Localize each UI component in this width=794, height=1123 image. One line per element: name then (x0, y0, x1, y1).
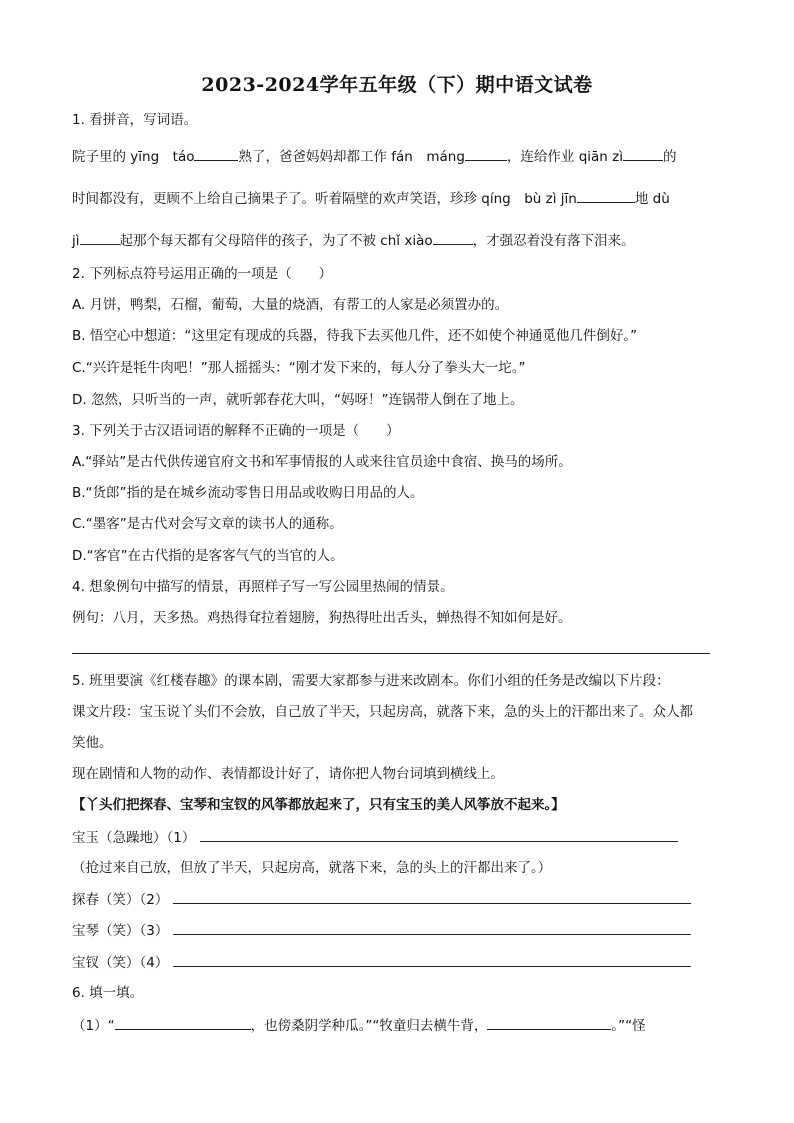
q6-text: ，也傍桑阴学种瓜。”“牧童归去横牛背， (250, 1018, 488, 1034)
answer-blank[interactable] (465, 146, 507, 161)
q3-stem: 3. 下列关于古汉语词语的解释不正确的一项是（ ） (72, 423, 400, 439)
dialogue-answer-blank[interactable] (173, 952, 691, 967)
answer-blank[interactable] (194, 146, 238, 161)
q1-line-2 (72, 188, 670, 209)
q5-excerpt-line-1: 课文片段：宝玉说丫头们不会放，自己放了半天，只起房高，就落下来，急的头上的汗都出来了。众人都 (72, 704, 693, 720)
q3-option-d[interactable]: D.“客官”在古代指的是客客气气的当官的人。 (72, 548, 344, 564)
q5-stem: 5. 班里要演《红楼春趣》的课本剧，需要大家都参与进来改剧本。你们小组的任务是改编以下片段： (72, 673, 670, 689)
dialogue-answer-blank[interactable] (173, 889, 691, 904)
q4-answer-line[interactable] (72, 653, 710, 654)
q5-baoyu-line (72, 827, 678, 848)
q1-text: 院子里的 yīng táo (72, 149, 195, 165)
q5-tanchun-line (72, 889, 691, 910)
q3-option-b[interactable]: B.“货郎”指的是在城乡流动零售日用品或收购日用品的人。 (72, 485, 424, 501)
q1-line-3 (72, 230, 635, 251)
q1-line-1 (72, 146, 676, 167)
q6-stem: 6. 填一填。 (72, 985, 144, 1001)
q1-text: ，连给作业 qiān zì (506, 149, 623, 165)
answer-blank[interactable] (577, 188, 635, 203)
dialogue-answer-blank[interactable] (200, 827, 678, 842)
answer-blank[interactable] (487, 1015, 611, 1030)
answer-blank[interactable] (433, 230, 473, 245)
q5-scene-direction: 【丫头们把探春、宝琴和宝钗的风筝都放起来了，只有宝玉的美人风筝放不起来。】 (72, 797, 565, 813)
q3-option-a[interactable]: A.“驿站”是古代供传递官府文书和军事情报的人或来往官员途中食宿、换马的场所。 (72, 454, 572, 470)
speaker-label: 探春（笑）（2） (72, 892, 169, 908)
q1-text: ，才强忍着没有落下泪来。 (472, 233, 635, 249)
q1-text: 熟了，爸爸妈妈却都工作 fán máng (238, 149, 465, 165)
speaker-label: 宝玉（急躁地）（1） (72, 830, 196, 846)
q1-stem: 1. 看拼音，写词语。 (72, 112, 198, 128)
q1-text: 时间都没有，更顾不上给自己摘果子了。听着隔壁的欢声笑语，珍珍 qíng bù zì jīn (72, 191, 577, 207)
q1-text: 地 dù (634, 191, 670, 207)
q6-text: （1）“ (72, 1018, 115, 1034)
q4-example: 例句：八月，天多热。鸡热得耷拉着翅膀，狗热得吐出舌头，蝉热得不知如何是好。 (72, 610, 572, 626)
q5-instruction: 现在剧情和人物的动作、表情都设计好了，请你把人物台词填到横线上。 (72, 766, 504, 782)
q2-option-a[interactable]: A. 月饼，鸭梨，石榴，葡萄，大量的烧酒，有帮工的人家是必须置办的。 (72, 297, 509, 313)
q5-stage-note: （抢过来自己放，但放了半天，只起房高，就落下来，急的头上的汗都出来了。） (72, 860, 552, 876)
dialogue-answer-blank[interactable] (173, 920, 691, 935)
q3-option-c[interactable]: C.“墨客”是古代对会写文章的读书人的通称。 (72, 516, 343, 532)
q2-option-d[interactable]: D. 忽然，只听当的一声，就听郭春花大叫，“妈呀！”连锅带人倒在了地上。 (72, 392, 524, 408)
answer-blank[interactable] (115, 1015, 251, 1030)
q5-excerpt-line-2: 笑他。 (72, 735, 113, 751)
answer-blank[interactable] (80, 230, 120, 245)
q4-stem: 4. 想象例句中描写的情景，再照样子写一写公园里热闹的情景。 (72, 579, 454, 595)
q2-stem: 2. 下列标点符号运用正确的一项是（ ） (72, 266, 333, 282)
speaker-label: 宝琴（笑）（3） (72, 923, 169, 939)
q1-text: jì (72, 233, 80, 249)
q6-text: 。”“怪 (611, 1018, 646, 1034)
speaker-label: 宝钗（笑）（4） (72, 955, 169, 971)
q5-baoqin-line (72, 920, 691, 941)
q1-text: 起那个每天都有父母陪伴的孩子，为了不被 chǐ xiào (119, 233, 433, 249)
answer-blank[interactable] (623, 146, 663, 161)
q6-line-1 (72, 1015, 646, 1036)
q1-text: 的 (662, 149, 677, 165)
q5-baochai-line (72, 952, 691, 973)
q2-option-c[interactable]: C.“兴许是牦牛肉吧！”那人摇摇头：“刚才发下来的，每人分了拳头大一坨。” (72, 360, 526, 376)
q2-option-b[interactable]: B. 悟空心中想道：“这里定有现成的兵器，待我下去买他几件，还不如使个神通觅他几件倒好。” (72, 328, 638, 344)
page-title: 2023-2024学年五年级（下）期中语文试卷 (201, 74, 593, 96)
